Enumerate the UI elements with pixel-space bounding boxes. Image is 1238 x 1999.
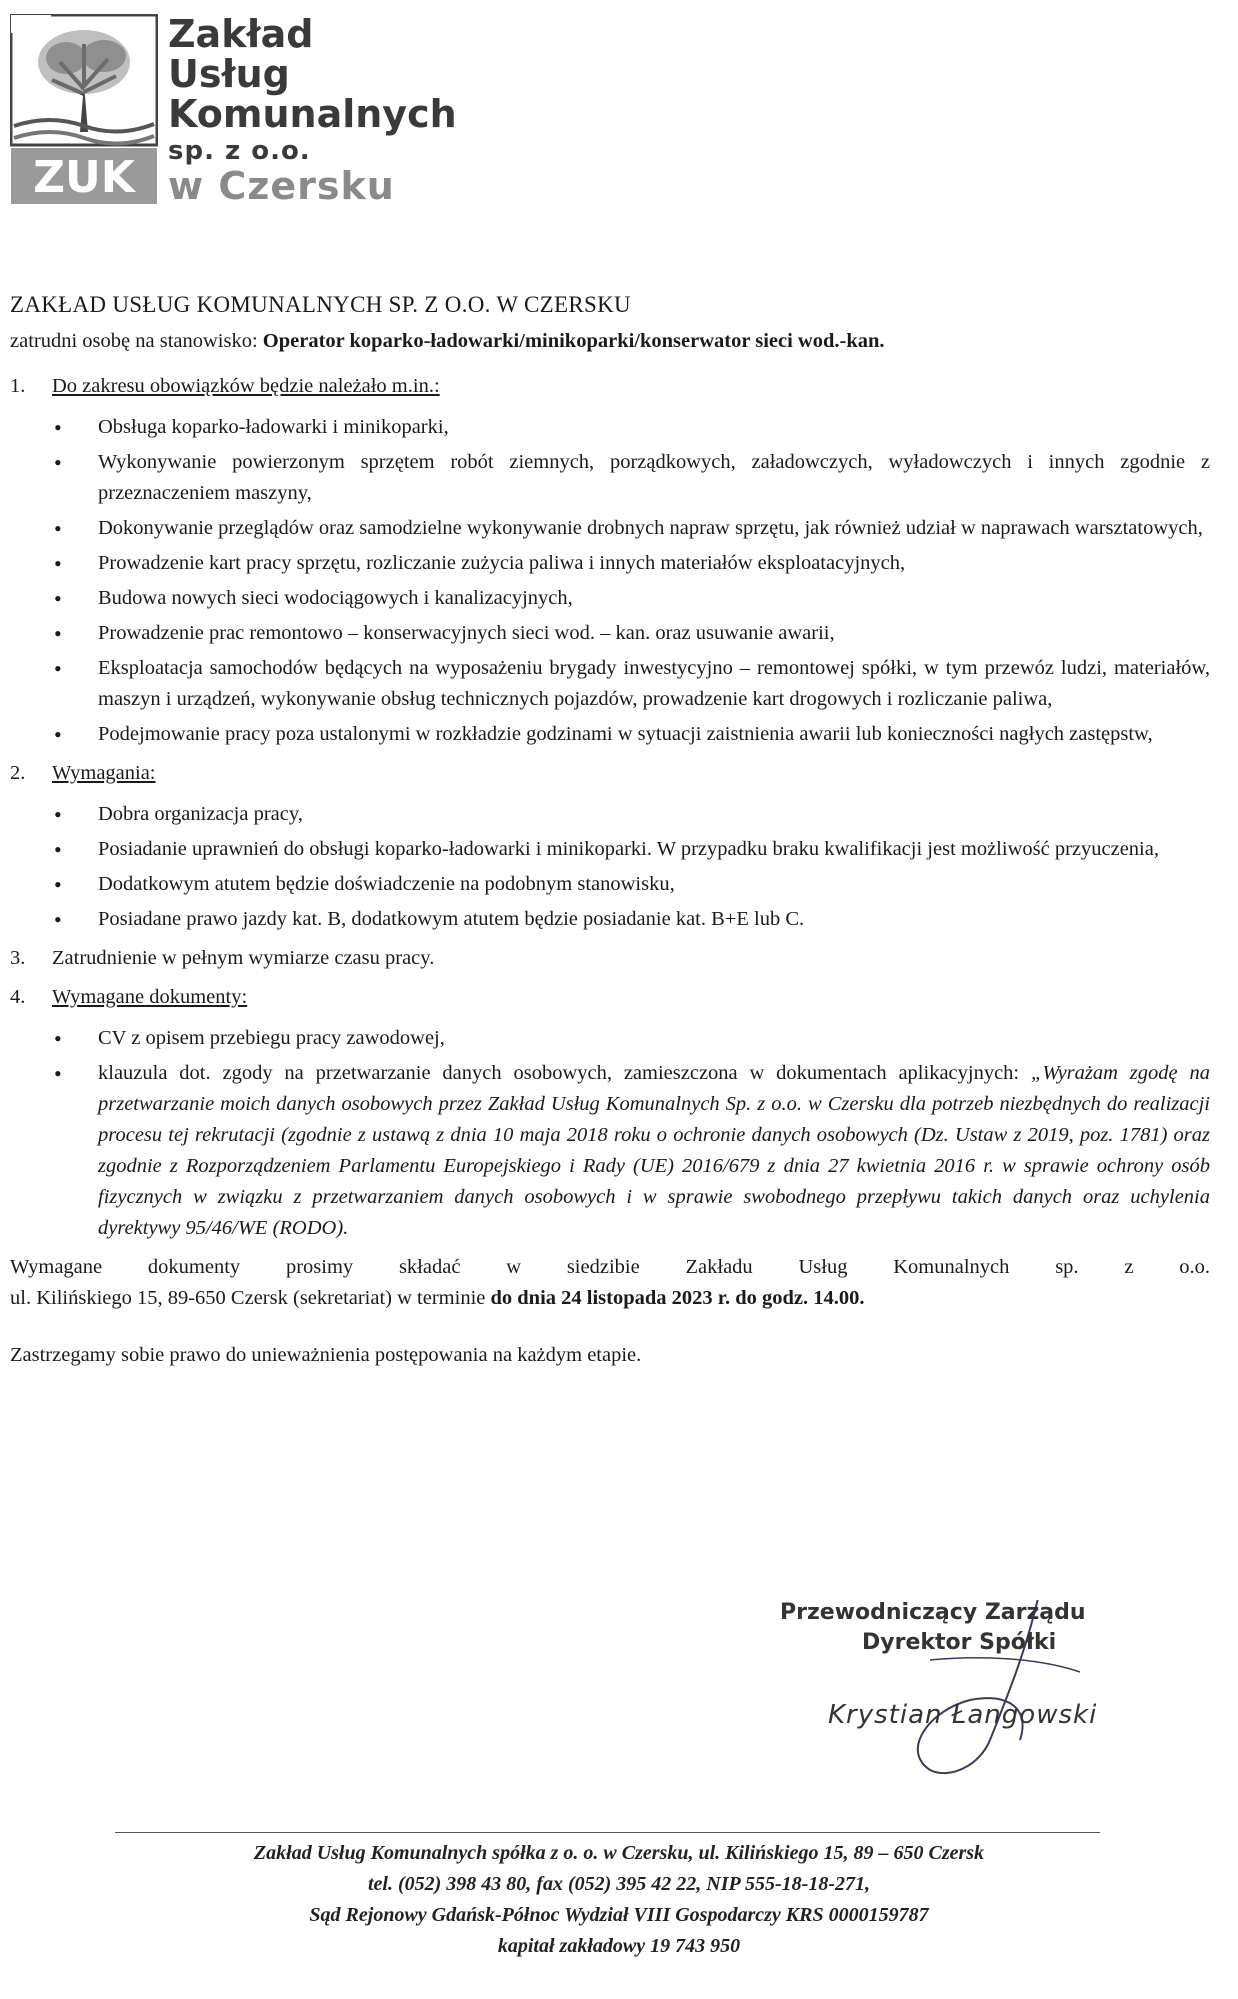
signer-name: Krystian Łangowski <box>828 1700 1098 1730</box>
submission-line-1: Wymagane dokumenty prosimy składać w siedzibie Zakładu Usług Komunalnych sp. z o.o. <box>10 1256 1210 1278</box>
signature-stamp <box>780 1600 1200 1800</box>
list-item: • Obsługa koparko-ładowarki i minikoparki, <box>10 412 1210 443</box>
company-logo <box>10 14 470 214</box>
job-offer-body <box>10 288 1210 1371</box>
list-item: • Prowadzenie kart pracy sprzętu, rozliczanie zużycia paliwa i innych materiałów eksploatacyjnych, <box>10 548 1210 579</box>
section-employment: 3. Zatrudnienie w pełnym wymiarze czasu pracy. <box>10 943 1210 974</box>
list-item: • Budowa nowych sieci wodociągowych i kanalizacyjnych, <box>10 583 1210 614</box>
logo-line-zaklad: Zakład <box>168 12 314 56</box>
list-item: • Prowadzenie prac remontowo – konserwacyjnych sieci wod. – kan. oraz usuwanie awarii, <box>10 618 1210 649</box>
duties-list <box>10 412 1210 750</box>
tree-logo-icon <box>10 14 158 204</box>
list-item: • Posiadanie uprawnień do obsługi koparko-ładowarki i minikoparki. W przypadku braku kwalifikacji jest możliwość przyuczenia, <box>10 834 1210 865</box>
documents-list <box>10 1023 1210 1244</box>
section-title: Zatrudnienie w pełnym wymiarze czasu pracy. <box>52 947 435 969</box>
list-item: • Podejmowanie pracy poza ustalonymi w rozkładzie godzinami w sytuacji zaistnienia awarii lub konieczności nagłych zastępstw, <box>10 719 1210 750</box>
position-title: Operator koparko-ładowarki/minikoparki/konserwator sieci wod.-kan. <box>262 330 885 352</box>
section-title: Wymagane dokumenty: <box>52 986 248 1008</box>
company-heading: ZAKŁAD USŁUG KOMUNALNYCH SP. Z O.O. W CZERSKU <box>10 292 631 317</box>
list-item: • Dobra organizacja pracy, <box>10 799 1210 830</box>
requirements-list <box>10 799 1210 935</box>
section-title: Wymagania: <box>52 762 156 784</box>
list-item: • Wykonywanie powierzonym sprzętem robót ziemnych, porządkowych, załadowczych, wyładowczych i innych zgodnie z przeznaczeniem maszyny, <box>10 447 1210 509</box>
footer-court: Sąd Rejonowy Gdańsk-Północ Wydział VIII Gospodarczy KRS 0000159787 <box>309 1904 929 1926</box>
section-documents: 4. Wymagane dokumenty: <box>10 982 1210 1013</box>
footer-capital: kapitał zakładowy 19 743 950 <box>497 1935 741 1957</box>
reservation-note: Zastrzegamy sobie prawo do unieważnienia postępowania na każdym etapie. <box>10 1344 642 1366</box>
list-item: • Dokonywanie przeglądów oraz samodzielne wykonywanie drobnych napraw sprzętu, jak również udział w naprawach warsztatowych, <box>10 513 1210 544</box>
footer <box>0 1838 1238 1962</box>
list-item-clause: • klauzula dot. zgody na przetwarzanie danych osobowych, zamieszczona w dokumentach aplikacyjnych: „Wyrażam zgodę na przetwarzanie moich danych osobowych przez Zakład Usług Komunalnych Sp. z o.o. w Czersku dla potrzeb niezbędnych do realizacji procesu tej rekrutacji (zgodnie z ustawą z dnia 10 maja 2018 roku o ochronie danych osobowych (Dz. Ustaw z 2019, poz. 1781) oraz zgodnie z Rozporządzeniem Parlamentu Europejskiego i Rady (UE) 2016/679 z dnia 27 kwietnia 2016 r. w sprawie ochrony osób fizycznych w związku z przetwarzaniem danych osobowych i w sprawie swobodnego przepływu takich danych oraz uchylenia dyrektywy 95/46/WE (RODO). <box>10 1058 1210 1244</box>
logo-line-komunalnych: Komunalnych <box>168 92 457 136</box>
footer-divider <box>115 1832 1100 1833</box>
signer-title-1: Przewodniczący Zarządu <box>780 1600 1086 1625</box>
section-duties: 1. Do zakresu obowiązków będzie należało m.in.: <box>10 371 1210 402</box>
section-requirements: 2. Wymagania: <box>10 758 1210 789</box>
logo-line-spzoo: sp. z o.o. <box>168 136 311 166</box>
section-title: Do zakresu obowiązków będzie należało m.in.: <box>52 375 440 397</box>
deadline: do dnia 24 listopada 2023 r. do godz. 14.00. <box>490 1287 865 1309</box>
list-item: • Eksploatacja samochodów będących na wyposażeniu brygady inwestycyjno – remontowej spółki, w tym przewóz ludzi, materiałów, maszyn i urządzeń, wykonywanie obsług technicznych pojazdów, prowadzenie kart drogowych i rozliczanie paliwa, <box>10 653 1210 715</box>
list-item: • CV z opisem przebiegu pracy zawodowej, <box>10 1023 1210 1054</box>
list-item: • Dodatkowym atutem będzie doświadczenie na podobnym stanowisku, <box>10 869 1210 900</box>
footer-contact: tel. (052) 398 43 80, fax (052) 395 42 22, NIP 555-18-18-271, <box>368 1873 870 1895</box>
logo-line-czersk: w Czersku <box>168 164 395 208</box>
footer-address: Zakład Usług Komunalnych spółka z o. o. w Czersku, ul. Kilińskiego 15, 89 – 650 Czersk <box>253 1842 985 1864</box>
list-item: • Posiadane prawo jazdy kat. B, dodatkowym atutem będzie posiadanie kat. B+E lub C. <box>10 904 1210 935</box>
consent-clause: „Wyrażam zgodę na przetwarzanie moich danych osobowych przez Zakład Usług Komunalnych Sp. z o.o. w Czersku dla potrzeb niezbędnych do realizacji procesu tej rekrutacji (zgodnie z ustawą z dnia 10 maja 2018 roku o ochronie danych osobowych (Dz. Ustaw z 2019, poz. 1781) oraz zgodnie z Rozporządzeniem Parlamentu Europejskiego i Rady (UE) 2016/679 z dnia 27 kwietnia 2016 r. w sprawie ochrony osób fizycznych w związku z przetwarzaniem danych osobowych i w sprawie swobodnego przepływu takich danych oraz uchylenia dyrektywy 95/46/WE (RODO). <box>98 1062 1210 1239</box>
svg-text:ZUK: ZUK <box>33 152 135 203</box>
submission-line-2: ul. Kilińskiego 15, 89-650 Czersk (sekretariat) w terminie do dnia 24 listopada 2023 r. do godz. 14.00. <box>10 1287 865 1309</box>
hire-line: zatrudni osobę na stanowisko: Operator koparko-ładowarki/minikoparki/konserwator sieci wod.-kan. <box>10 330 885 352</box>
logo-line-uslug: Usług <box>168 52 290 96</box>
signer-title-2: Dyrektor Spółki <box>862 1630 1057 1655</box>
